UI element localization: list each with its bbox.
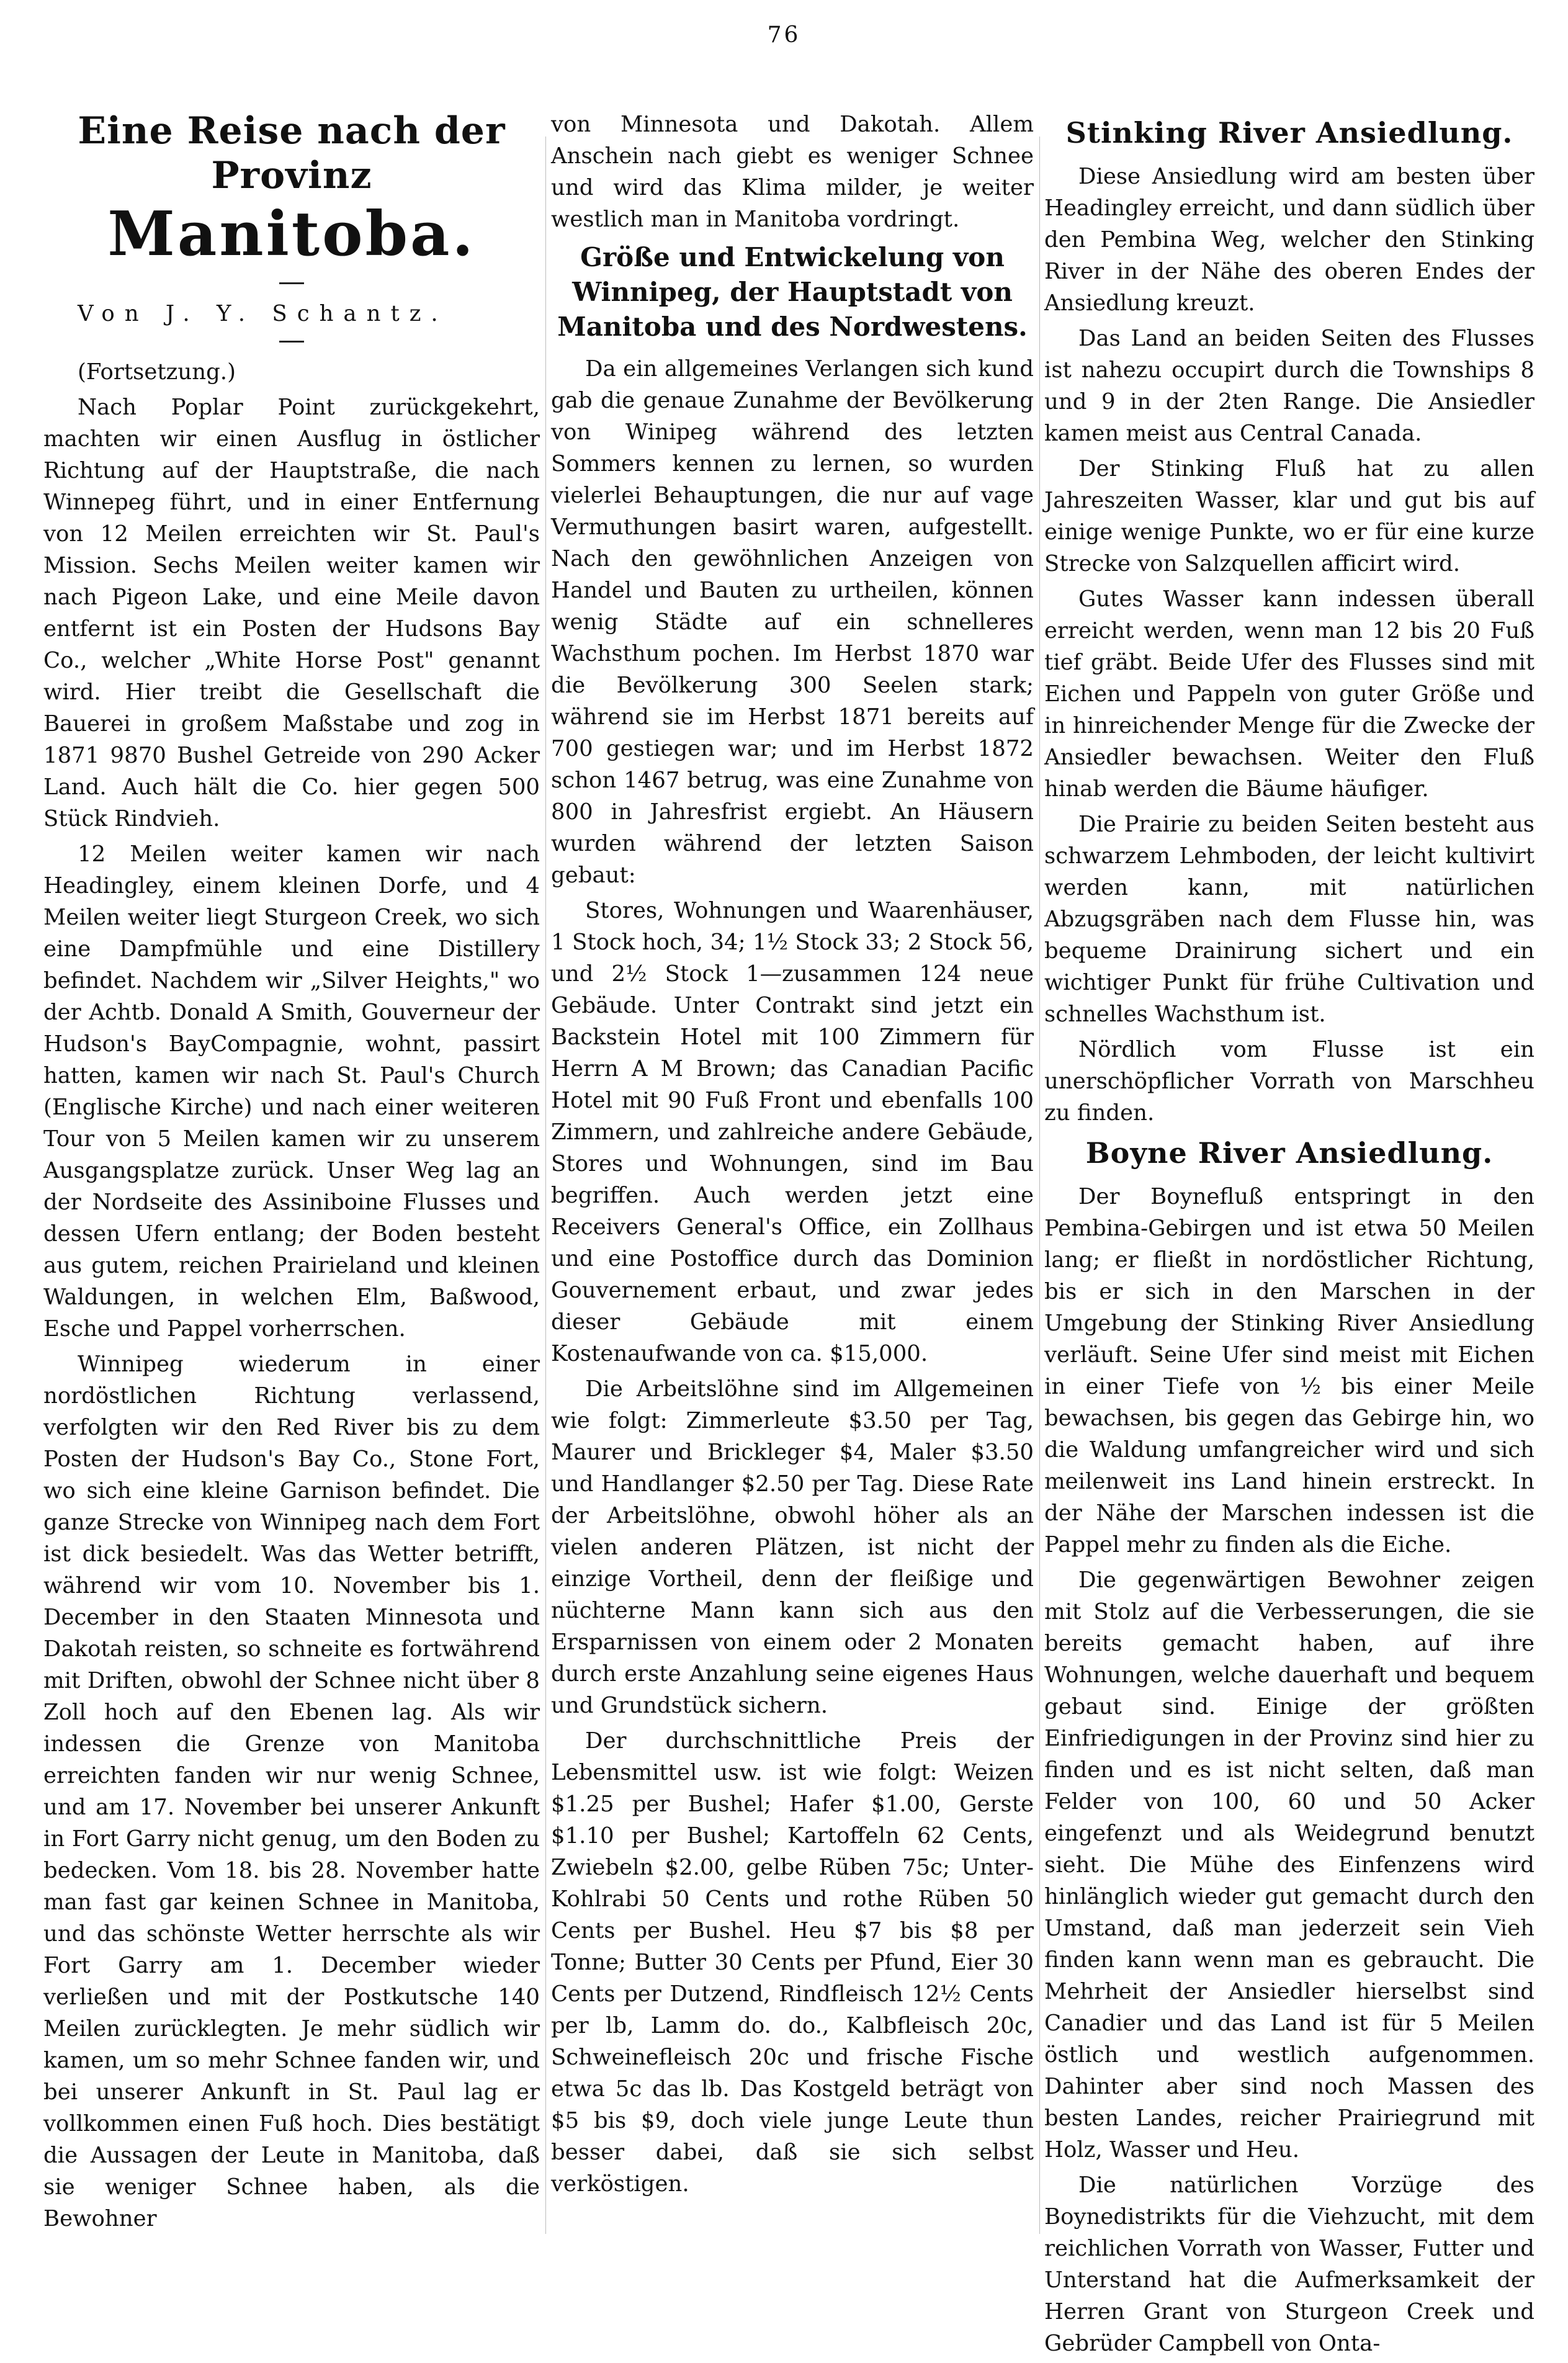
paragraph: 12 Meilen weiter kamen wir nach Headingley, einem kleinen Dorfe, und 4 Meilen weiter liegt Sturgeon Creek, wo sich eine Dampfmühle und eine Distillery befindet. Nachdem wir „Silver Heights," wo der Achtb. Donald A Smith, Gouverneur der Hudson's BayCompagnie, wohnt, passirt hatten, kamen wir nach St. Paul's Church (Englische Kirche) und nach einer weiteren Tour von 5 Meilen kamen wir zu unserem Ausgangsplatze zurück. Unser Weg lag an der Nordseite des Assiniboine Flusses und dessen Ufern entlang; der Boden besteht aus gutem, reichen Prairieland und kleinen Waldungen, in welchen Elm, Baßwood, Esche und Pappel vorherrschen. — [43, 841, 540, 1342]
title-rule — [279, 282, 304, 284]
paragraph-continued: von Minnesota und Dakotah. Allem Anschein nach giebt es weniger Schnee und wird das Klima milder, je weiter westlich man in Manitoba vordringt. — [551, 112, 1034, 232]
column-1 — [43, 109, 540, 2238]
article-title — [43, 109, 540, 271]
paragraph: Der Boynefluß entspringt in den Pembina-Gebirgen und ist etwa 50 Meilen lang; er fließt in nordöstlicher Richtung, bis er sich in den Marschen in der Umgebung der Stinking River Ansiedlung verläuft. Seine Ufer sind meist mit Eichen in einer Tiefe von ½ bis einer Meile bewachsen, bis gegen das Gebirge hin, wo die Waldung umfangreicher wird und sich meilenweit ins Land hinein erstreckt. In der Nähe der Marschen indessen ist die Pappel mehr zu finden als die Eiche. — [1044, 1184, 1534, 1558]
page-number: 76 — [767, 22, 801, 48]
paragraph: Die gegenwärtigen Bewohner zeigen mit Stolz auf die Verbesserungen, die sie bereits gemacht haben, auf ihre Wohnungen, welche dauerhaft und bequem gebaut sind. Einige der größten Einfriedigungen in der Provinz sind hier zu finden und es ist nicht selten, daß man Felder von 100, 60 und 50 Acker eingefenzt und als Weidegrund benutzt sieht. Die Mühe des Einfenzens wird hinlänglich wieder gut gemacht durch den Umstand, daß man jederzeit sein Vieh finden kann wenn man es gebraucht. Die Mehrheit der Ansiedler hierselbst sind Canadier und das Land ist für 5 Meilen östlich und westlich aufgenommen. Dahinter aber sind noch Massen des besten Landes, reicher Prairiegrund mit Holz, Wasser und Heu. — [1044, 1567, 1534, 2163]
byline: Von J. Y. Schantz. — [78, 301, 448, 326]
byline-rule — [279, 341, 304, 343]
column-divider — [1039, 137, 1040, 2234]
paragraph: Gutes Wasser kann indessen überall erreicht werden, wenn man 12 bis 20 Fuß tief gräbt. Beide Ufer des Flusses sind mit Eichen und Pappeln von guter Größe und in hinreichender Menge für die Zwecke der Ansiedler bewachsen. Weiter den Fluß hinab werden die Bäume häufiger. — [1044, 586, 1534, 802]
paragraph: Die Prairie zu beiden Seiten besteht aus schwarzem Lehmboden, der leicht kultivirt werden kann, mit natürlichen Abzugsgräben nach dem Flusse hin, was bequeme Drainirung sichert und ein wichtiger Punkt für frühe Cultivation und schnelles Wachsthum ist. — [1044, 812, 1534, 1027]
section-heading-boyne-river: Boyne River Ansiedlung. — [1085, 1136, 1494, 1170]
continuation-note: (Fortsetzung.) — [78, 359, 236, 385]
paragraph: Stores, Wohnungen und Waarenhäuser, 1 Stock hoch, 34; 1½ Stock 33; 2 Stock 56, und 2½ Stock 1—zusammen 124 neue Gebäude. Unter Contrakt sind jetzt ein Backstein Hotel mit 100 Zimmern für Herrn A M Brown; das Canadian Pacific Hotel mit 90 Fuß Front und ebenfalls 100 Zimmern, und zahlreiche andere Gebäude, Stores und Wohnungen, sind im Bau begriffen. Auch werden jetzt eine Receivers General's Office, ein Zollhaus und eine Postoffice durch das Dominion Gouvernement erbaut, und zwar jedes dieser Gebäude mit einem Kostenaufwande von ca. $15,000. — [551, 898, 1034, 1366]
paragraph: Nach Poplar Point zurückgekehrt, machten wir einen Ausflug in östlicher Richtung auf der Hauptstraße, die nach Winnepeg führt, und in einer Entfernung von 12 Meilen erreichten wir St. Paul's Mission. Sechs Meilen weiter kamen wir nach Pigeon Lake, und eine Meile davon entfernt ist ein Posten der Hudsons Bay Co., welcher „White Horse Post" genannt wird. Hier treibt die Gesellschaft die Bauerei in großem Maßstabe und zog in 1871 9870 Bushel Getreide von 290 Acker Land. Auch hält die Co. hier gegen 500 Stück Rindvieh. — [43, 395, 540, 832]
paragraph: Winnipeg wiederum in einer nordöstlichen Richtung verlassend, verfolgten wir den Red River bis zu dem Posten der Hudson's Bay Co., Stone Fort, wo sich eine kleine Garnison befindet. Die ganze Strecke von Winnipeg nach dem Fort ist dick besiedelt. Was das Wetter betrifft, während wir vom 10. November bis 1. December in den Staaten Minnesota und Dakotah reisten, so schneite es fortwährend mit Driften, obwohl der Schnee nicht über 8 Zoll hoch auf den Ebenen lag. Als wir indessen die Grenze von Manitoba erreichten fanden wir nur wenig Schnee, und am 17. November bei unserer Ankunft in Fort Garry nicht genug, um den Boden zu bedecken. Vom 18. bis 28. November hatte man fast gar keinen Schnee in Manitoba, und das schönste Wetter herrschte als wir Fort Garry am 1. December wieder verließen und mit der Postkutsche 140 Meilen zurücklegten. Je mehr südlich wir kamen, um so mehr Schnee fanden wir, und bei unserer Ankunft in St. Paul lag er vollkommen einen Fuß hoch. Dies bestätigt die Aussagen der Leute in Manitoba, daß sie weniger Schnee haben, als die Bewohner — [43, 1352, 540, 2231]
section-heading-stinking-river: Stinking River Ansiedlung. — [1065, 116, 1513, 150]
section-heading-winnipeg: Größe und Entwickelung von Winnipeg, der Hauptstadt von Manitoba und des Nordwestens. — [557, 242, 1028, 342]
paragraph: Die Arbeitslöhne sind im Allgemeinen wie folgt: Zimmerleute $3.50 per Tag, Maurer und Brickleger $4, Maler $3.50 und Handlanger $2.50 per Tag. Diese Rate der Arbeitslöhne, obwohl höher als an vielen anderen Plätzen, ist nicht der einzige Vortheil, denn der fleißige und nüchterne Mann kann sich aus den Ersparnissen von einem oder 2 Monaten durch erste Anzahlung seine eigenes Haus und Grundstück sichern. — [551, 1376, 1034, 1718]
paragraph: Der Stinking Fluß hat zu allen Jahreszeiten Wasser, klar und gut bis auf einige wenige Punkte, wo er für eine kurze Strecke von Salzquellen afficirt wird. — [1044, 456, 1534, 576]
paragraph: Nördlich vom Flusse ist ein unerschöpflicher Vorrath von Marschheu zu finden. — [1044, 1037, 1534, 1126]
article-title-line-1: Eine Reise nach der Provinz — [78, 109, 506, 197]
paragraph: Das Land an beiden Seiten des Flusses ist nahezu occupirt durch die Townships 8 und 9 in der 2ten Range. Die Ansiedler kamen meist aus Central Canada. — [1044, 326, 1534, 446]
column-3 — [1044, 109, 1534, 2363]
column-2 — [551, 109, 1034, 2204]
paragraph: Da ein allgemeines Verlangen sich kund gab die genaue Zunahme der Bevölkerung von Winipeg während des letzten Sommers kennen zu lernen, so wurden vielerlei Behauptungen, die nur auf vage Vermuthungen basirt waren, aufgestellt. Nach den gewöhnlichen Anzeigen von Handel und Bauten zu urtheilen, können wenig Städte auf ein schnelleres Wachsthum pochen. Im Herbst 1870 war die Bevölkerung 300 Seelen stark; während sie im Herbst 1871 bereits auf 700 gestiegen war; und im Herbst 1872 schon 1467 betrug, was eine Zunahme von 800 in Jahresfrist ergiebt. An Häusern wurden während der letzten Saison gebaut: — [551, 356, 1034, 888]
paragraph: Diese Ansiedlung wird am besten über Headingley erreicht, und dann südlich über den Pembina Weg, welcher den Stinking River in der Nähe des oberen Endes der Ansiedlung kreuzt. — [1044, 164, 1534, 316]
article-title-line-2: Manitoba. — [107, 199, 476, 270]
paragraph: Der durchschnittliche Preis der Lebensmittel usw. ist wie folgt: Weizen $1.25 per Bushel; Hafer $1.00, Gerste $1.10 per Bushel; Kartoffeln 62 Cents, Zwiebeln $2.00, gelbe Rüben 75c; Unter-Kohlrabi 50 Cents und rothe Rüben 50 Cents per Bushel. Heu $7 bis $8 per Tonne; Butter 30 Cents per Pfund, Eier 30 Cents per Dutzend, Rindfleisch 12½ Cents per lb, Lamm do. do., Kalbfleisch 20c, Schweinefleisch 20c und frische Fische etwa 5c das lb. Das Kostgeld beträgt von $5 bis $9, doch viele junge Leute thun besser dabei, daß sie sich selbst verköstigen. — [551, 1728, 1034, 2197]
paragraph: Die natürlichen Vorzüge des Boynedistrikts für die Viehzucht, mit dem reichlichen Vorrath von Wasser, Futter und Unterstand hat die Aufmerksamkeit der Herren Grant von Sturgeon Creek und Gebrüder Campbell von Onta- — [1044, 2172, 1534, 2356]
column-divider — [545, 137, 546, 2234]
